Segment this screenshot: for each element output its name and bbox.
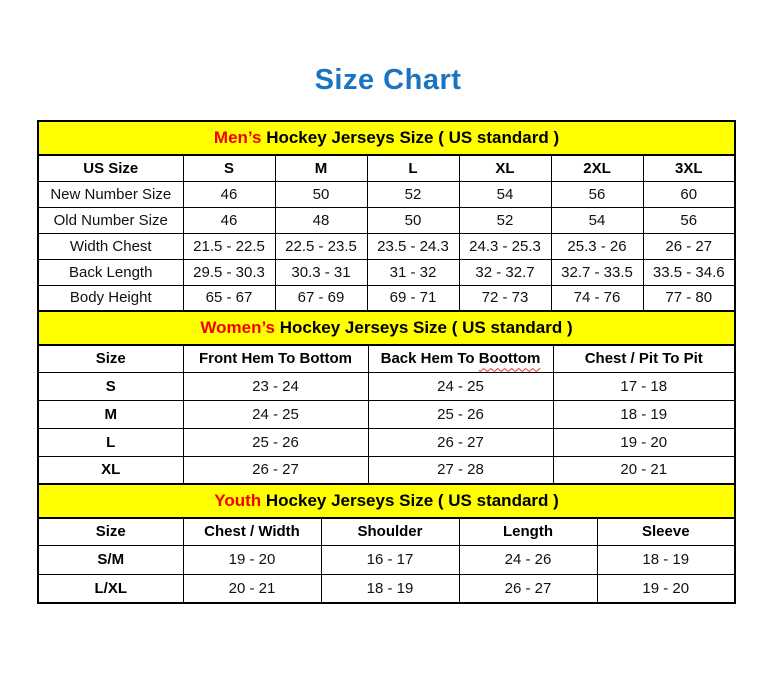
men-cell: 33.5 - 34.6 (643, 259, 735, 285)
men-cell: 54 (459, 181, 551, 207)
youth-row-label: L/XL (38, 574, 183, 603)
men-cell: 50 (367, 207, 459, 233)
men-cell: 52 (367, 181, 459, 207)
men-cell: 52 (459, 207, 551, 233)
youth-section-highlight: Youth (214, 491, 262, 510)
back-hem-misspelled-word: Boottom (478, 350, 541, 368)
men-cell: 32 - 32.7 (459, 259, 551, 285)
table-row-new-number-size (38, 181, 735, 207)
youth-col-header-shoulder: Shoulder (321, 518, 459, 545)
men-cell: 31 - 32 (367, 259, 459, 285)
men-cell: 26 - 27 (643, 233, 735, 259)
men-col-header-xl: XL (459, 155, 551, 181)
youth-header-row (38, 518, 735, 545)
men-col-header-2xl: 2XL (551, 155, 643, 181)
women-row-label: L (38, 428, 183, 456)
men-cell: 32.7 - 33.5 (551, 259, 643, 285)
womens-section-title-rest: Hockey Jerseys Size ( US standard ) (275, 318, 573, 337)
youth-cell: 18 - 19 (321, 574, 459, 603)
men-cell: 60 (643, 181, 735, 207)
youth-col-header-size: Size (38, 518, 183, 545)
men-cell: 25.3 - 26 (551, 233, 643, 259)
men-col-header-s: S (183, 155, 275, 181)
table-row-women-xl (38, 456, 735, 484)
women-cell: 17 - 18 (553, 372, 735, 400)
men-cell: 23.5 - 24.3 (367, 233, 459, 259)
women-col-header-size: Size (38, 345, 183, 372)
mens-section-highlight: Men’s (213, 128, 262, 147)
youth-col-header-sleeve: Sleeve (597, 518, 735, 545)
men-cell: 24.3 - 25.3 (459, 233, 551, 259)
mens-header-row (38, 155, 735, 181)
men-cell: 46 (183, 207, 275, 233)
women-cell: 19 - 20 (553, 428, 735, 456)
women-cell: 20 - 21 (553, 456, 735, 484)
youth-section-title-rest: Hockey Jerseys Size ( US standard ) (261, 491, 559, 510)
size-chart (37, 120, 734, 604)
youth-cell: 16 - 17 (321, 545, 459, 574)
page-title: Size Chart (314, 64, 462, 96)
men-cell: 72 - 73 (459, 285, 551, 311)
women-col-header-chest: Chest / Pit To Pit (553, 345, 735, 372)
men-cell: 46 (183, 181, 275, 207)
men-cell: 74 - 76 (551, 285, 643, 311)
women-cell: 25 - 26 (183, 428, 368, 456)
youth-cell: 18 - 19 (597, 545, 735, 574)
womens-size-table (37, 310, 736, 485)
table-row-youth-sm (38, 545, 735, 574)
men-col-header-3xl: 3XL (643, 155, 735, 181)
youth-size-table (37, 483, 736, 604)
table-row-women-m (38, 400, 735, 428)
youth-col-header-chest-width: Chest / Width (183, 518, 321, 545)
women-cell: 26 - 27 (368, 428, 553, 456)
men-cell: 50 (275, 181, 367, 207)
youth-section-header (38, 484, 735, 518)
youth-section-title (38, 484, 735, 518)
men-cell: 21.5 - 22.5 (183, 233, 275, 259)
men-col-header-l: L (367, 155, 459, 181)
men-cell: 77 - 80 (643, 285, 735, 311)
women-col-header-back-hem (368, 345, 553, 372)
women-cell: 26 - 27 (183, 456, 368, 484)
women-cell: 25 - 26 (368, 400, 553, 428)
youth-cell: 20 - 21 (183, 574, 321, 603)
womens-header-row (38, 345, 735, 372)
men-col-header-us-size: US Size (38, 155, 183, 181)
mens-section-title (38, 121, 735, 155)
table-row-body-height (38, 285, 735, 311)
youth-row-label: S/M (38, 545, 183, 574)
youth-cell: 24 - 26 (459, 545, 597, 574)
men-cell: 56 (643, 207, 735, 233)
table-row-back-length (38, 259, 735, 285)
women-cell: 18 - 19 (553, 400, 735, 428)
table-row-width-chest (38, 233, 735, 259)
women-row-label: M (38, 400, 183, 428)
table-row-women-l (38, 428, 735, 456)
men-cell: 56 (551, 181, 643, 207)
women-row-label: XL (38, 456, 183, 484)
youth-cell: 26 - 27 (459, 574, 597, 603)
men-cell: 22.5 - 23.5 (275, 233, 367, 259)
women-cell: 27 - 28 (368, 456, 553, 484)
men-row-label: Back Length (38, 259, 183, 285)
men-cell: 30.3 - 31 (275, 259, 367, 285)
womens-section-header (38, 311, 735, 345)
youth-col-header-length: Length (459, 518, 597, 545)
womens-section-title (38, 311, 735, 345)
table-row-old-number-size (38, 207, 735, 233)
youth-cell: 19 - 20 (183, 545, 321, 574)
women-cell: 23 - 24 (183, 372, 368, 400)
men-cell: 54 (551, 207, 643, 233)
men-row-label: Old Number Size (38, 207, 183, 233)
women-col-header-front-hem: Front Hem To Bottom (183, 345, 368, 372)
women-cell: 24 - 25 (183, 400, 368, 428)
table-row-women-s (38, 372, 735, 400)
men-col-header-m: M (275, 155, 367, 181)
women-row-label: S (38, 372, 183, 400)
men-row-label: Width Chest (38, 233, 183, 259)
womens-section-highlight: Women’s (200, 318, 275, 337)
youth-cell: 19 - 20 (597, 574, 735, 603)
men-row-label: Body Height (38, 285, 183, 311)
men-cell: 48 (275, 207, 367, 233)
men-cell: 29.5 - 30.3 (183, 259, 275, 285)
men-row-label: New Number Size (38, 181, 183, 207)
table-row-youth-lxl (38, 574, 735, 603)
men-cell: 69 - 71 (367, 285, 459, 311)
men-cell: 67 - 69 (275, 285, 367, 311)
mens-section-header (38, 121, 735, 155)
men-cell: 65 - 67 (183, 285, 275, 311)
back-hem-label-prefix: Back Hem To (380, 350, 479, 368)
women-cell: 24 - 25 (368, 372, 553, 400)
mens-section-title-rest: Hockey Jerseys Size ( US standard ) (261, 128, 560, 147)
mens-size-table (37, 120, 736, 312)
